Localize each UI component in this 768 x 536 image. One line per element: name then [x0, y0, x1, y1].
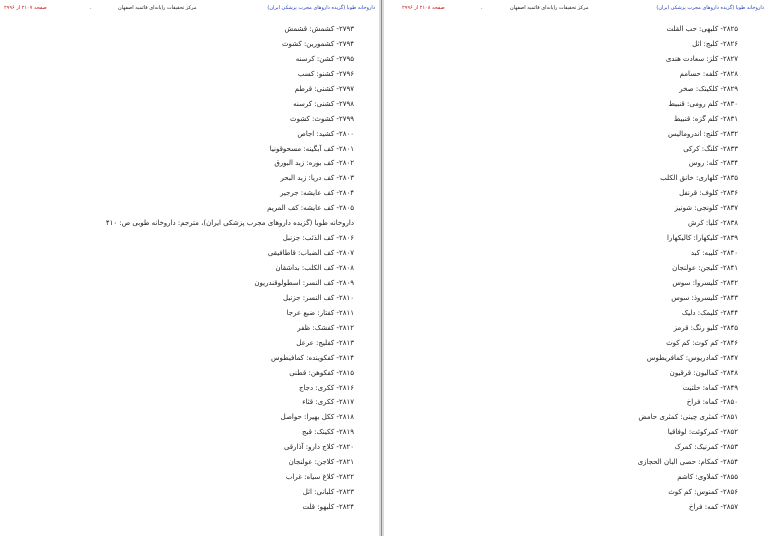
list-item: ۲۸۵۵- کملاوی: کاشم: [677, 473, 738, 482]
list-item: ۲۸۴۰- کلیبه: کبد: [690, 249, 738, 258]
page-number-label: صفحه ۲۱۰۷ از ۲۹۹۶: [4, 5, 47, 11]
list-item: ۲۸۲۷- کلز: سعادت هندی: [665, 54, 738, 63]
list-item: ۲۸۱۸- ککل بهیرا: حواصل: [280, 413, 354, 422]
list-item: ۲۸۰۱- کف آبگینه: مسحوقونیا: [269, 144, 354, 153]
list-item: ۲۸۰۵- کف عایشه: کف المریم: [267, 204, 354, 213]
list-item: ۲۸۲۴- کلبهو: قلت: [302, 503, 354, 511]
list-item: ۲۸۰۰- کشید: اجاص: [297, 129, 354, 138]
list-item: ۲۸۳۶- کلوف: قرنفل: [679, 189, 738, 198]
list-item: ۲۸۲۳- کلبانی: اثل: [302, 488, 354, 497]
publisher-name: مرکز تحقیقات رایانه‌ای قائمیه اصفهان: [118, 5, 197, 11]
list-item: ۲۸۰۷- کف الضباب: قاطافیقی: [267, 249, 354, 258]
list-item: ۲۸۴۳- کلیسروذ: سوس: [671, 293, 738, 302]
list-item: ۲۸۲۹- کلکینک: صخر: [679, 84, 738, 93]
list-item: ۲۸۵۶- کمنوس: کم کوث: [668, 488, 738, 497]
list-item: ۲۸۰۹- کف النسر: اسطولوقندریون: [254, 278, 354, 287]
list-item: ۲۸۲۲- کلاغ سیاه: غراب: [285, 473, 354, 482]
list-item: ۲۷۹۴- کشمورین: کشوث: [281, 39, 354, 48]
list-item: ۲۸۵۰- کماه: فراخ: [686, 398, 738, 407]
page-divider: [381, 0, 382, 536]
page-number-label: صفحه ۲۱۰۸ از ۲۹۹۶: [402, 5, 445, 11]
list-item: ۲۸۴۵- کلیو رنگ: قرمز: [673, 323, 738, 332]
list-item: ۲۸۴۴- کلیمک: دلیک: [681, 308, 738, 317]
list-item: ۲۷۹۷- کشنی: قرطم: [294, 84, 354, 93]
list-item: ۲۸۴۷- کمادریوس: کمافریطوس: [646, 353, 738, 362]
list-item: ۲۸۵۳- کمرنیک: کمرک: [674, 443, 738, 452]
list-item: ۲۸۳۰- کلم رومی: قنبیط: [668, 99, 738, 108]
list-item: ۲۸۳۳- کلنگ: کرکی: [683, 144, 738, 153]
header-separator: .: [481, 5, 483, 11]
list-item: ۲۸۱۵- کفکوهن: قطنی: [289, 368, 354, 377]
list-item: ۲۸۳۵- کلهاری: خانق الکلب: [660, 174, 738, 183]
list-item: ۲۸۱۰- کف النسر: جزنبل: [282, 293, 354, 302]
list-item: ۲۸۳۲- کلنج: اندرومالیس: [667, 129, 738, 138]
list-item: ۲۷۹۵- کشن: کرسنه: [295, 54, 354, 63]
list-item: ۲۸۵۷- کمه: فراخ: [688, 503, 738, 511]
page-body: [12, 22, 354, 515]
list-item: ۲۸۳۹- کلیکهارا: کالیکهارا: [667, 234, 738, 243]
list-item: ۲۸۳۸- کلیا: کرش: [687, 219, 738, 228]
list-item: ۲۷۹۳- کشمش: قشمش: [284, 25, 354, 33]
book-title: داروخانه طوبا (گزیده داروهای مجرب پزشکی ایران): [267, 5, 375, 11]
list-item: ۲۸۲۸- کلفه: حسامم: [679, 69, 738, 78]
list-item: ۲۷۹۶- کشنو: کسب: [297, 69, 354, 78]
list-item: ۲۸۵۲- کمرکوئت: لوفاقیا: [667, 428, 738, 437]
list-item: ۲۸۱۲- کفشک: ظفر: [297, 323, 354, 332]
list-item: ۲۸۳۱- کلم گزه: قنبیط: [673, 114, 738, 123]
list-item: ۲۸۰۳- کف دریا: زبد البحر: [280, 174, 354, 183]
list-item: ۲۸۱۳- کفلیج: عرعل: [296, 338, 354, 347]
list-item: ۲۷۹۹- کشوث: کشوث: [290, 114, 354, 123]
list-item: ۲۸۲۶- کلبج: اثل: [692, 39, 738, 48]
list-item: ۲۸۴۱- کلیجن: عولنجان: [672, 264, 738, 272]
list-item: ۲۸۳۷- کلونجی: شونیز: [674, 204, 738, 213]
header-separator: .: [90, 5, 92, 11]
list-item: ۲۸۱۶- ککری: دجاج: [298, 383, 354, 392]
list-item: ۲۸۵۱- کمثری چینی: کمثری حامض: [638, 413, 738, 422]
list-item: ۲۸۲۱- کلاجن: عولنجان: [288, 458, 354, 467]
list-item: ۲۷۹۸- کشنی: کرسنه: [293, 99, 354, 108]
list-item: ۲۸۲۵- کلبهی: حب القلت: [666, 25, 738, 33]
list-item: ۲۸۰۸- کف الکلب: بداشقان: [275, 264, 354, 272]
book-title: داروخانه طوبا (گزیده داروهای مجرب پزشکی ایران): [656, 5, 764, 11]
list-item: ۲۸۴۹- کماه: حلتیت: [682, 383, 738, 392]
list-item: داروخانه طوبا (گزیده داروهای مجرب پزشکی ایران)، مترجم: داروخانه طوبی ص: ۴۱۰: [105, 219, 354, 228]
list-item: ۲۸۲۰- کلاج دارو: آذارقی: [283, 443, 354, 452]
list-item: ۲۸۴۲- کلیسروا: سوس: [672, 278, 738, 287]
list-item: ۲۸۵۴- کمکام: حصی البان الحجازی: [637, 458, 738, 467]
list-item: ۲۸۱۱- کفتار: ضبع عرجا: [286, 308, 354, 317]
list-item: ۲۸۱۷- ککری: قثاء: [302, 398, 354, 407]
list-item: ۲۸۱۹- ککینک: قبج: [301, 428, 354, 437]
list-item: ۲۸۴۸- کمالیون: قرقیون: [669, 368, 738, 377]
list-item: ۲۸۴۶- کم کوث: کم کوث: [666, 338, 738, 347]
list-item: ۲۸۰۲- کف بوره: زبد البورق: [274, 159, 354, 168]
document-page-left: [0, 0, 379, 536]
document-page-right: [384, 0, 768, 536]
publisher-name: مرکز تحقیقات رایانه‌ای قائمیه اصفهان: [510, 5, 589, 11]
list-item: ۲۸۰۴- کف عایشه: جرجیر: [280, 189, 354, 198]
list-item: ۲۸۱۴- کفکوینده: کمافیطوس: [270, 353, 354, 362]
page-body: [396, 22, 738, 515]
list-item: ۲۸۰۶- کف الذئب: جزنبل: [282, 234, 354, 243]
list-item: ۲۸۳۴- کله: روس: [688, 159, 738, 168]
